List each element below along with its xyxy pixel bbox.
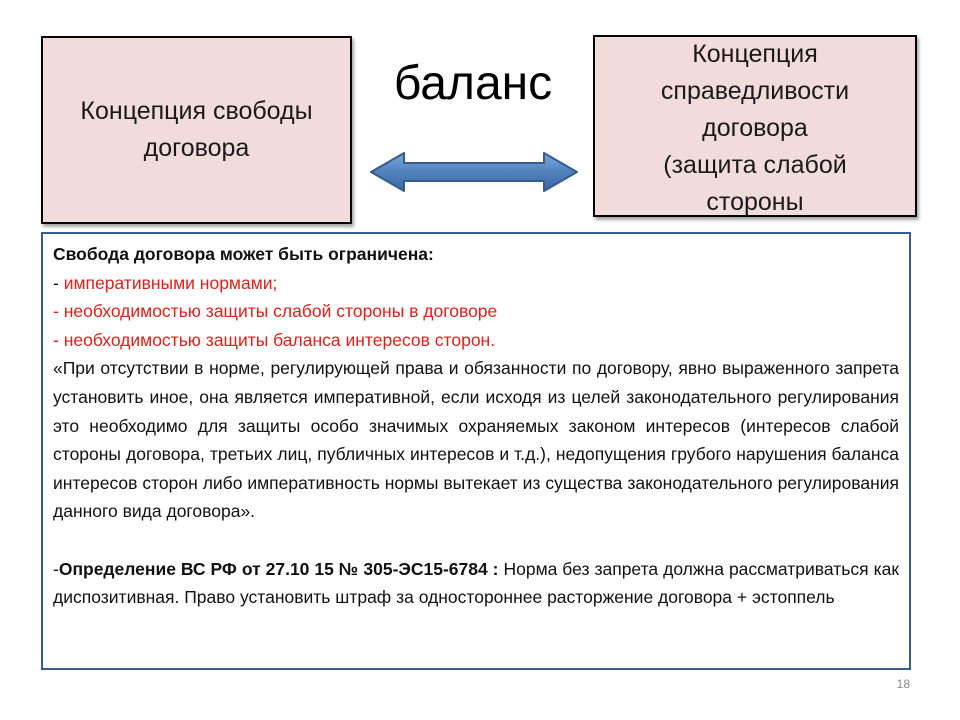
ruling-prefix: - [53,558,59,579]
balance-title: баланс [393,57,553,110]
concept-fairness-text: Концепция справедливости договора (защита слабой стороны [660,39,850,216]
ruling-text: Норма без запрета должна рассматриваться как диспозитивная. Право установить штраф за одностороннее расторжение договора + эстоппель [53,558,900,608]
restriction-item [53,269,899,298]
item-prefix: - [53,272,64,293]
concept-fairness-box [593,35,917,217]
restriction-item-text: необходимостью защиты слабой стороны в договоре [63,301,498,322]
spacer [53,526,899,555]
concept-freedom-text: Концепция свободы договора [80,97,313,162]
item-prefix: - [53,329,64,350]
ruling-citation: Определение ВС РФ от 27.10 15 № 305-ЭС15-6784 : [58,558,499,579]
concept-freedom-box [41,36,352,224]
restrictions-text-box [41,232,911,670]
restrictions-heading: Свобода договора может быть ограничена: [53,244,434,264]
double-arrow-icon [368,150,580,194]
slide-number: 18 [896,677,910,691]
item-prefix: - [53,301,64,322]
court-ruling [53,555,899,612]
restriction-item-text: необходимостью защиты баланса интересов сторон. [63,329,496,350]
restriction-item-text: императивными нормами; [63,272,278,293]
restriction-item [53,326,899,355]
court-quote: «При отсутствии в норме, регулирующей права и обязанности по договору, явно выраженного запрета установить иное, она является императивной, если исходя из целей законодательного регулирования это необходимо для защиты особо значимых охраняемых законом интересов (интересов слабой стороны договора, третьих лиц, публичных интересов и т.д.), недопущения грубого нарушения баланса интересов сторон либо императивность нормы вытекает из существа законодательного регулирования данного вида договора». [53,358,899,522]
restriction-item [53,297,899,326]
